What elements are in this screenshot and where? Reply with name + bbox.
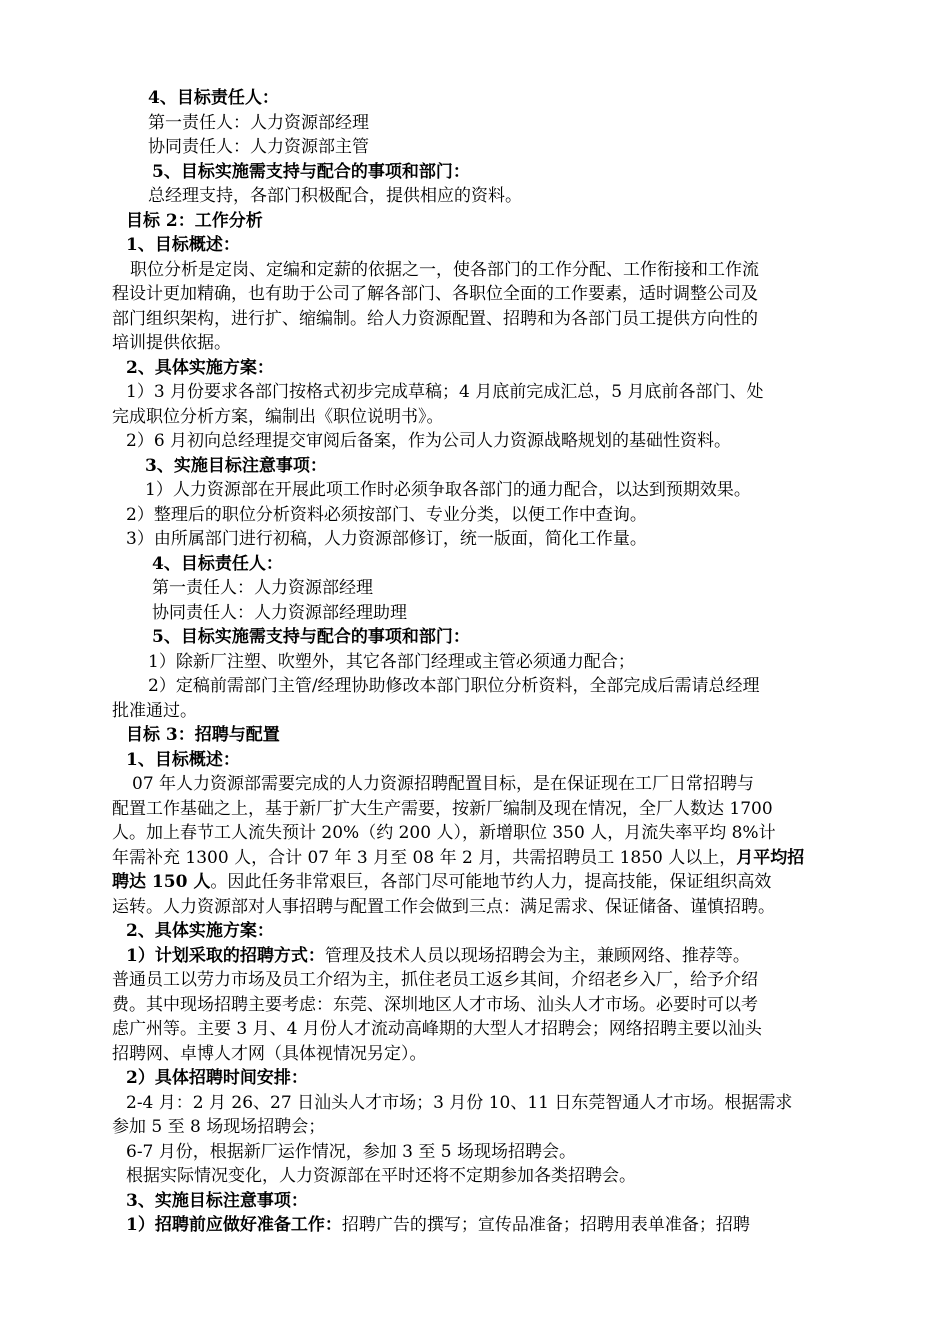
plain-text: 费。其中现场招聘主要考虑：东莞、深圳地区人才市场、汕头人才市场。必要时可以考 xyxy=(112,994,758,1015)
text-line: 职位分析是定岗、定编和定薪的依据之一，使各部门的工作分配、工作衔接和工作流 xyxy=(130,259,759,280)
plain-text: 年需补充 1300 人，合计 07 年 3 月至 08 年 2 月，共需招聘员工 1850 人以上， xyxy=(112,847,737,868)
document-body-part-1 xyxy=(112,86,850,772)
text-line xyxy=(112,1091,850,1116)
section-heading: 1、目标概述： xyxy=(126,235,240,255)
section-heading: 1、目标概述： xyxy=(126,749,240,770)
document-body-part-3 xyxy=(112,919,850,1238)
text-line xyxy=(112,1213,850,1238)
text-line xyxy=(112,1164,850,1189)
text-line xyxy=(112,895,850,920)
plain-text: 根据实际情况变化，人力资源部在平时还将不定期参加各类招聘会。 xyxy=(126,1166,636,1186)
plain-text: 招聘广告的撰写；宣传品准备；招聘用表单准备；招聘 xyxy=(341,1215,750,1235)
text-line xyxy=(112,919,850,944)
text-line: 协同责任人：人力资源部主管 xyxy=(148,137,369,157)
text-line xyxy=(112,968,850,993)
text-line: 完成职位分析方案，编制出《职位说明书》。 xyxy=(112,406,444,427)
plain-text: 人。加上春节工人流失预计 20%（约 200 人），新增职位 350 人，月流失率平均 8%计 xyxy=(112,823,776,843)
plain-text: 07 年人力资源部需要完成的人力资源招聘配置目标，是在保证现在工厂日常招聘与 xyxy=(132,774,755,794)
text-line xyxy=(112,870,850,895)
bold-text: 1）招聘前应做好准备工作： xyxy=(126,1215,342,1235)
text-line: 2）6 月初向总经理提交审阅后备案，作为公司人力资源战略规划的基础性资料。 xyxy=(126,431,732,451)
text-line xyxy=(112,1189,850,1214)
section-heading: 目标 2：工作分析 xyxy=(126,210,263,231)
text-line: 2）整理后的职位分析资料必须按部门、专业分类，以便工作中查询。 xyxy=(126,504,647,525)
plain-text: 运转。人力资源部对人事招聘与配置工作会做到三点：满足需求、保证储备、谨慎招聘。 xyxy=(112,896,775,917)
text-line: 部门组织架构，进行扩、缩编制。给人力资源配置、招聘和为各部门员工提供方向性的 xyxy=(112,308,758,329)
bold-text: 月平均招 xyxy=(736,847,805,868)
document-body-part-2 xyxy=(112,772,850,919)
text-line xyxy=(112,993,850,1018)
plain-text: 管理及技术人员以现场招聘会为主，兼顾网络、推荐等。 xyxy=(324,945,750,966)
plain-text: 2-4 月：2 月 26、27 日汕头人才市场；3 月份 10、11 日东莞智通人才市场。根据需求 xyxy=(126,1092,793,1113)
bold-text: 2、具体实施方案： xyxy=(126,921,274,941)
section-heading: 目标 3：招聘与配置 xyxy=(126,725,280,745)
text-line: 批准通过。 xyxy=(112,700,197,721)
text-line xyxy=(112,1017,850,1042)
document-page xyxy=(112,86,850,1238)
plain-text: 配置工作基础之上，基于新厂扩大生产需要，按新厂编制及现在情况，全厂人数达 1700 xyxy=(112,798,773,819)
bold-text: 聘达 150 人 xyxy=(112,872,211,892)
text-line: 总经理支持，各部门积极配合，提供相应的资料。 xyxy=(148,186,522,206)
text-line: 程设计更加精确，也有助于公司了解各部门、各职位全面的工作要素，适时调整公司及 xyxy=(112,284,758,304)
text-line: 第一责任人：人力资源部经理 xyxy=(148,112,369,133)
text-line xyxy=(112,1115,850,1140)
section-heading: 4、目标责任人： xyxy=(152,553,283,574)
text-line: 第一责任人：人力资源部经理 xyxy=(152,578,373,598)
text-line: 协同责任人：人力资源部经理助理 xyxy=(152,602,407,623)
text-line xyxy=(112,797,850,822)
text-line xyxy=(112,772,850,797)
text-line xyxy=(112,846,850,871)
section-heading: 5、目标实施需支持与配合的事项和部门： xyxy=(152,627,470,647)
plain-text: 招聘网、卓博人才网（具体视情况另定）。 xyxy=(112,1043,427,1064)
plain-text: 参加 5 至 8 场现场招聘会； xyxy=(112,1117,326,1137)
section-heading: 5、目标实施需支持与配合的事项和部门： xyxy=(152,161,470,182)
bold-text: 1）计划采取的招聘方式： xyxy=(126,945,325,966)
text-line xyxy=(112,944,850,969)
text-line: 3）由所属部门进行初稿，人力资源部修订，统一版面，简化工作量。 xyxy=(126,529,647,549)
plain-text: 虑广州等。主要 3 月、4 月份人才流动高峰期的大型人才招聘会；网络招聘主要以汕头 xyxy=(112,1019,762,1039)
text-line xyxy=(112,821,850,846)
section-heading: 3、实施目标注意事项： xyxy=(145,455,327,476)
text-line: 1）人力资源部在开展此项工作时必须争取各部门的通力配合，以达到预期效果。 xyxy=(145,480,751,500)
plain-text: 普通员工以劳力市场及员工介绍为主，抓住老员工返乡其间，介绍老乡入厂，给予介绍 xyxy=(112,970,758,990)
plain-text: 。因此任务非常艰巨，各部门尽可能地节约人力，提高技能，保证组织高效 xyxy=(210,872,772,892)
text-line: 培训提供依据。 xyxy=(112,333,231,353)
bold-text: 2）具体招聘时间安排： xyxy=(126,1068,308,1088)
section-heading: 4、目标责任人： xyxy=(148,88,279,108)
bold-text: 3、实施目标注意事项： xyxy=(126,1190,308,1211)
text-line xyxy=(112,1066,850,1091)
text-line: 1）3 月份要求各部门按格式初步完成草稿；4 月底前完成汇总，5 月底前各部门、处 xyxy=(126,382,764,402)
text-line: 2）定稿前需部门主管/经理协助修改本部门职位分析资料，全部完成后需请总经理 xyxy=(148,676,760,696)
text-line: 1）除新厂注塑、吹塑外，其它各部门经理或主管必须通力配合； xyxy=(148,651,635,672)
text-line xyxy=(112,1140,850,1165)
section-heading: 2、具体实施方案： xyxy=(126,357,274,378)
plain-text: 6-7 月份，根据新厂运作情况，参加 3 至 5 场现场招聘会。 xyxy=(126,1141,577,1162)
text-line xyxy=(112,1042,850,1067)
